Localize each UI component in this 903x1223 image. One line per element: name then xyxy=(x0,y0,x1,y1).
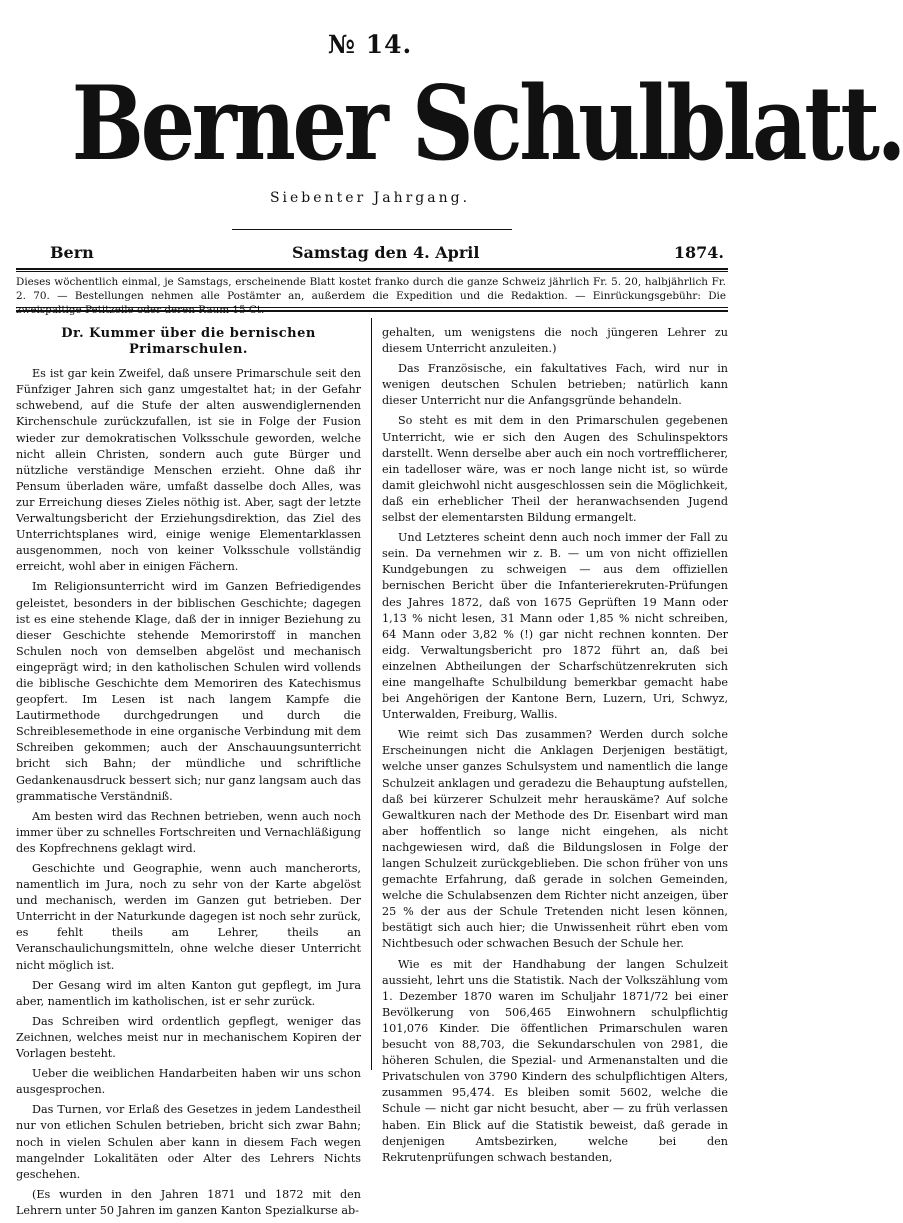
paragraph: Und Letzteres scheint denn auch noch immer der Fall zu sein. Da vernehmen wir z. B. — um von nicht offiziellen Kundgebungen zu schweigen — aus dem offiziellen bernischen Bericht über die Infanterierekruten-Prüfungen des Jahres 1872, daß von 1675 Geprüften 19 Mann oder 1,13 % nicht lesen, 31 Mann oder 1,85 % nicht schreiben, 64 Mann oder 3,82 % (!) gar nicht rechnen konnten. Der eidg. Verwaltungsbericht pro 1872 führt an, daß bei einzelnen Abtheilungen der Scharfschützenrekruten sich eine mangelhafte Schulbildung bemerkbar gemacht habe bei Angehörigen der Kantone Bern, Luzern, Uri, Schwyz, Unterwalden, Freiburg, Wallis. xyxy=(382,531,728,722)
column-divider xyxy=(371,318,372,1070)
rule-top-thick xyxy=(16,268,728,270)
masthead-title: Berner Schulblatt. xyxy=(71,64,903,184)
paragraph: Geschichte und Geographie, wenn auch mancherorts, namentlich im Jura, noch zu sehr von der Karte abgelöst und mechanisch, werden im Ganzen gut betrieben. Der Unterricht in der Naturkunde dagegen ist noch sehr zurück, es fehlt theils am Lehrer, theils an Veranschaulichungsmitteln, ohne welche dieser Unterricht nicht möglich ist. xyxy=(16,862,361,972)
issue-number: № 14. xyxy=(327,30,413,59)
dateline-year: 1874. xyxy=(673,243,724,262)
dateline-date: Samstag den 4. April xyxy=(292,243,480,262)
dateline xyxy=(16,243,724,263)
paragraph: Es ist gar kein Zweifel, daß unsere Primarschule seit den Fünfziger Jahren sich ganz umgestaltet hat; in der Gefahr schwebend, auf die Stufe der alten auswendiglernenden Kirchenschule zurückzufallen, ist sie in Folge der Fusion wieder zur demokratischen Volksschule geworden, welche nicht allein Christen, sondern auch gute Bürger und nützliche verständige Menschen erzieht. Ohne daß ihr Pensum überladen wäre, umfaßt dasselbe doch Alles, was zur Erreichung dieses Zieles nöthig ist. Aber, sagt der letzte Verwaltungsbericht der Erziehungsdirektion, das Ziel des Unterrichtsplanes wird, einige wenige Elementarklassen ausgenommen, noch von keiner Volksschule vollständig erreicht, wohl aber in einigen Fächern. xyxy=(16,367,361,574)
rule-bottom-thin xyxy=(16,307,728,308)
paragraph: Wie es mit der Handhabung der langen Schulzeit aussieht, lehrt uns die Statistik. Nach der Volkszählung vom 1. Dezember 1870 waren im Schuljahr 1871/72 bei einer Bevölkerung von 506,465 Einwohnern schulpflichtig 101,076 Kinder. Die öffentlichen Primarschulen waren besucht von 88,703, die Sekundarschulen von 2981, die höheren Schulen, die Spezial- und Armenanstalten und die Privatschulen von 3790 Kindern des schulpflichtigen Alters, zusammen 95,474. Es bleiben somit 5602, welche die Schule — nicht gar nicht besucht, aber — zu früh verlassen haben. Ein Blick auf die Statistik beweist, daß gerade in denjenigen Amtsbezirken, welche bei den Rekrutenprüfungen schwach bestanden, xyxy=(382,957,728,1164)
paragraph: (Es wurden in den Jahren 1871 und 1872 mit den Lehrern unter 50 Jahren im ganzen Kanton Spezialkurse ab- xyxy=(16,1187,361,1217)
paragraph: Das Turnen, vor Erlaß des Gesetzes in jedem Landestheil nur von etlichen Schulen betrieben, bricht sich zwar Bahn; noch in vielen Schulen aber kann in diesem Fach wegen mangelnder Lokalitäten oder Alter des Lehrers Nichts geschehen. xyxy=(16,1103,361,1181)
rule-bottom-thick xyxy=(16,310,728,312)
paragraph: Das Französische, ein fakultatives Fach, wird nur in wenigen deutschen Schulen betrieben; natürlich kann dieser Unterricht nur die Anfangsgründe behandeln. xyxy=(382,362,728,408)
article-title: Dr. Kummer über die bernischen Primarschulen. xyxy=(61,326,316,358)
paragraph: Der Gesang wird im alten Kanton gut gepflegt, im Jura aber, namentlich im katholischen, ist er sehr zurück. xyxy=(16,978,361,1008)
paragraph: Ueber die weiblichen Handarbeiten haben wir uns schon ausgesprochen. xyxy=(16,1067,361,1097)
left-column xyxy=(16,322,361,1223)
subscription-notice: Dieses wöchentlich einmal, je Samstags, erscheinende Blatt kostet franko durch die ganze Schweiz jährlich Fr. 5. 20, halbjährlich Fr. 2. 70. — Bestellungen nehmen alle Postämter an, außerdem die Expedition und die Redaktion. — Einrückungsgebühr: Die zweispaltige Petitzeile oder deren Raum 15 Ct. xyxy=(16,276,726,316)
paragraph: gehalten, um wenigstens die noch jüngeren Lehrer zu diesem Unterricht anzuleiten.) xyxy=(382,326,728,356)
rule-top-thin xyxy=(16,271,728,272)
right-column xyxy=(382,325,728,1170)
volume-line: Siebenter Jahrgang. xyxy=(269,190,471,206)
paragraph: Wie reimt sich Das zusammen? Werden durch solche Erscheinungen nicht die Anklagen Derjenigen bestätigt, welche unser ganzes Schulsystem und namentlich die lange Schulzeit anklagen und geradezu die Behauptung aufstellen, daß bei kürzerer Schulzeit mehr herauskäme? Auf solche Gewaltkuren nach der Methode des Dr. Eisenbart wird man aber hoffentlich so lange nicht eingehen, als nicht nachgewiesen wird, daß die Bildungslosen in Folge der langen Schulzeit zurückgeblieben. Die schon früher von uns gemachte Erfahrung, daß gerade in solchen Gemeinden, welche die Schulabsenzen dem Richter nicht anzeigen, über 25 % der aus der Schule Tretenden nicht lesen können, bestätigt sich auch hier; die Unwissenheit rührt eben vom Nichtbesuch oder schwachen Besuch der Schule her. xyxy=(382,728,728,951)
paragraph: Das Schreiben wird ordentlich gepflegt, weniger das Zeichnen, welches meist nur in mechanischem Kopiren der Vorlagen besteht. xyxy=(16,1014,361,1061)
paragraph: Am besten wird das Rechnen betrieben, wenn auch noch immer über zu schnelles Fortschreiten und Vernachläßigung des Kopfrechnens geklagt wird. xyxy=(16,809,361,855)
dateline-city: Bern xyxy=(50,243,94,262)
paragraph: Im Religionsunterricht wird im Ganzen Befriedigendes geleistet, besonders in der biblischen Geschichte; dagegen ist es eine stehende Klage, daß der in inniger Beziehung zu dieser Geschichte stehende Memorirstoff in manchen Schulen noch von demselben abgelöst und mechanisch eingeprägt wird; in den katholischen Schulen wird vollends die biblische Geschichte dem Memoriren des Katechismus geopfert. Im Lesen ist nach langem Kampfe die Lautirmethode durchgedrungen und durch die Schreiblesemethode in eine organische Verbindung mit dem Schreiben gekommen; auch der Anschauungsunterricht bricht sich Bahn; der mündliche und schriftliche Gedankenausdruck bessert sich; nur ganz langsam auch das grammatische Verständniß. xyxy=(16,580,361,803)
paragraph: So steht es mit dem in den Primarschulen gegebenen Unterricht, wie er sich den Augen des Schulinspektors darstellt. Wenn derselbe aber auch ein noch vortrefflicherer, ein tadelloser wäre, was er noch lange nicht ist, so würde damit gleichwohl nicht ausgeschlossen sein die Möglichkeit, daß ein erheblicher Theil der heranwachsenden Jugend selbst der elementarsten Bildung ermangelt. xyxy=(382,414,728,525)
masthead-divider xyxy=(232,229,512,230)
